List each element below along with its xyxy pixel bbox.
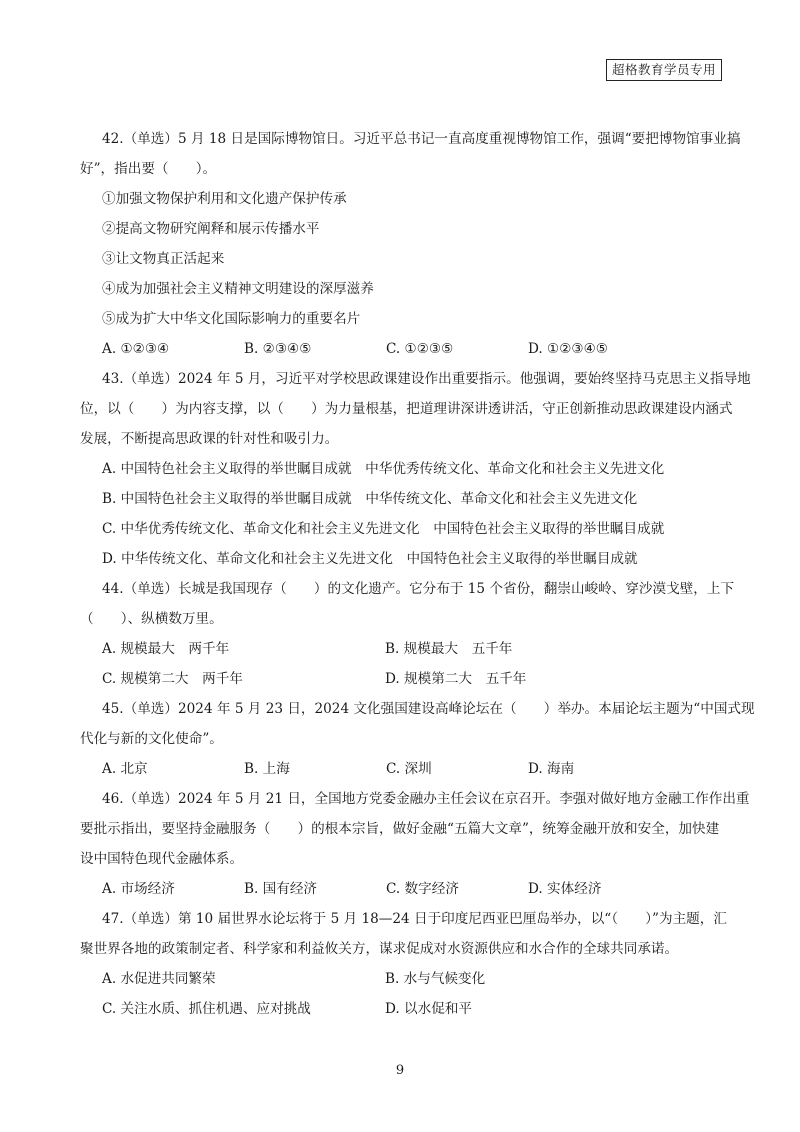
question-stem: 设中国特色现代金融体系。 [80,851,244,867]
question-44 [80,574,735,694]
options-row [80,634,720,664]
option-c: C. 关注水质、抓住机遇、应对挑战 [102,1001,311,1017]
option-a: A. 水促进共同繁荣 [102,971,216,987]
statement-item: ⑤成为扩大中华文化国际影响力的重要名片 [102,311,361,327]
header-badge: 超格教育学员专用 [606,59,722,81]
statement-item: ④成为加强社会主义精神文明建设的深厚滋养 [102,281,374,297]
question-stem: 44.（单选）长城是我国现存（ ）的文化遗产。它分布于 15 个省份，翻崇山峻岭、穿沙漠戈壁，上下 [102,581,735,597]
option-a: A. 规模最大 两千年 [102,641,230,657]
option-a: A. 北京 [102,761,148,777]
question-stem: 42.（单选）5 月 18 日是国际博物馆日。习近平总书记一直高度重视博物馆工作，强调“要把博物馆事业搞 [102,131,741,147]
option-b: B. 上海 [244,761,290,777]
options-row [80,664,720,694]
options-row [80,874,720,904]
question-stem: 46.（单选）2024 年 5 月 21 日，全国地方党委金融办主任会议在京召开。李强对做好地方金融工作作出重 [102,791,750,807]
option-b: B. ②③④⑤ [244,341,312,357]
options-row [80,964,720,994]
option-d: D. 规模第二大 五千年 [385,671,527,687]
option-c: C. 数字经济 [386,881,459,897]
question-43 [80,364,751,574]
option-d: D. 海南 [528,761,575,777]
question-stem: 发展，不断提高思政课的针对性和吸引力。 [80,431,339,447]
question-45 [80,694,755,784]
option-c: C. 深圳 [386,761,432,777]
statement-item: ①加强文物保护利用和文化遗产保护传承 [102,191,347,207]
question-stem: 47.（单选）第 10 届世界水论坛将于 5 月 18—24 日于印度尼西亚巴厘岛举办，以“（ ）”为主题，汇 [102,911,727,927]
option-d: D. 中华传统文化、革命文化和社会主义先进文化 中国特色社会主义取得的举世瞩目成就 [102,551,638,567]
question-stem: 好”，指出要（ ）。 [80,161,217,177]
option-b: B. 规模最大 五千年 [385,641,513,657]
option-d: D. 实体经济 [528,881,602,897]
question-stem: 代化与新的文化使命”。 [80,731,223,747]
question-stem: 要批示指出，要坚持金融服务（ ）的根本宗旨，做好金融“五篇大文章”，统筹金融开放和安全，加快建 [80,821,720,837]
option-d: D. 以水促和平 [385,1001,473,1017]
question-stem: 45.（单选）2024 年 5 月 23 日，2024 文化强国建设高峰论坛在（ ）举办。本届论坛主题为“中国式现 [102,701,755,717]
option-a: A. ①②③④ [102,341,170,357]
question-stem: （ ）、纵横数万里。 [80,611,223,627]
option-c: C. ①②③⑤ [386,341,454,357]
question-42 [80,124,741,364]
option-b: B. 水与气候变化 [385,971,486,987]
page-number: 9 [395,1063,405,1078]
option-d: D. ①②③④⑤ [528,341,608,357]
options-row [80,334,720,364]
option-c: C. 规模第二大 两千年 [102,671,243,687]
question-47 [80,904,727,1024]
option-b: B. 中国特色社会主义取得的举世瞩目成就 中华传统文化、革命文化和社会主义先进文化 [102,491,638,507]
question-list [80,124,755,1024]
statement-item: ②提高文物研究阐释和展示传播水平 [102,221,320,237]
question-46 [80,784,750,904]
options-row [80,754,720,784]
option-c: C. 中华优秀传统文化、革命文化和社会主义先进文化 中国特色社会主义取得的举世瞩目成就 [102,521,665,537]
question-stem: 位，以（ ）为内容支撑，以（ ）为力量根基，把道理讲深讲透讲活，守正创新推动思政课建设内涵式 [80,401,733,417]
option-b: B. 国有经济 [244,881,318,897]
statement-item: ③让文物真正活起来 [102,251,225,267]
question-stem: 聚世界各地的政策制定者、科学家和利益攸关方，谋求促成对水资源供应和水合作的全球共同承诺。 [80,941,679,957]
option-a: A. 市场经济 [102,881,175,897]
option-a: A. 中国特色社会主义取得的举世瞩目成就 中华优秀传统文化、革命文化和社会主义先进文化 [102,461,665,477]
options-row [80,994,720,1024]
question-stem: 43.（单选）2024 年 5 月，习近平对学校思政课建设作出重要指示。他强调，要始终坚持马克思主义指导地 [102,371,751,387]
